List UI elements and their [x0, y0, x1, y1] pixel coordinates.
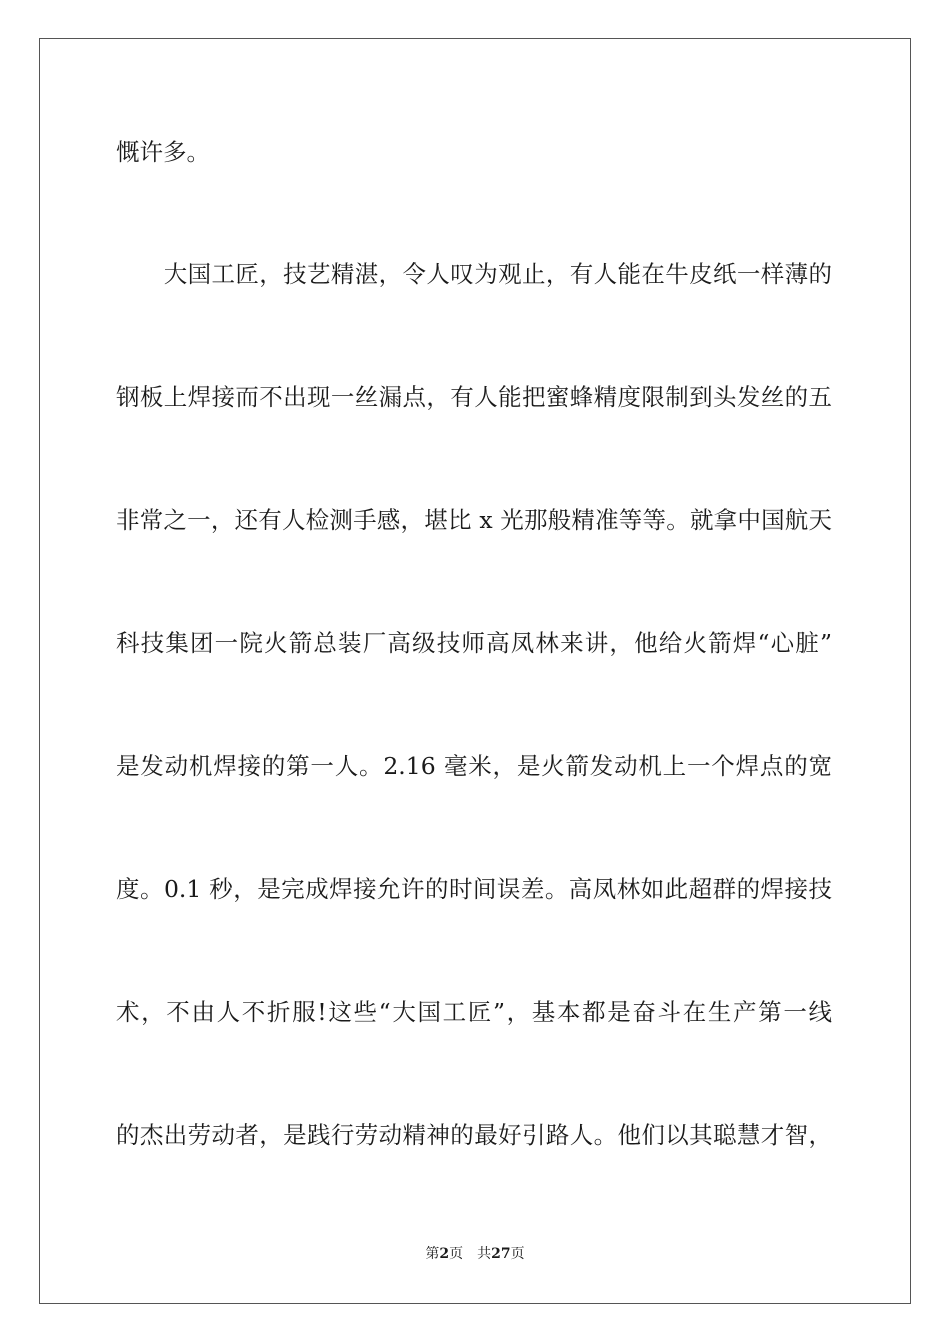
body-line-5: 科技集团一院火箭总装厂高级技师高凤林来讲，他给火箭焊“心脏” [116, 629, 832, 657]
body-line-9: 的杰出劳动者，是践行劳动精神的最好引路人。他们以其聪慧才智， [116, 1121, 832, 1149]
body-line-3: 钢板上焊接而不出现一丝漏点，有人能把蜜蜂精度限制到头发丝的五 [116, 383, 832, 411]
body-line-7: 度。0.1 秒，是完成焊接允许的时间误差。高凤林如此超群的焊接技 [116, 875, 832, 903]
page-footer [0, 1245, 950, 1263]
page-prefix: 第 [425, 1246, 440, 1262]
body-line-6: 是发动机焊接的第一人。2.16 毫米，是火箭发动机上一个焊点的宽 [116, 752, 832, 780]
body-line-4: 非常之一，还有人检测手感，堪比 x 光那般精准等等。就拿中国航天 [116, 506, 832, 534]
total-pages: 27 [491, 1246, 511, 1262]
page-border [39, 38, 911, 1304]
body-line-2: 大国工匠，技艺精湛，令人叹为观止，有人能在牛皮纸一样薄的 [116, 260, 832, 288]
body-line-8: 术，不由人不折服!这些“大国工匠”，基本都是奋斗在生产第一线 [116, 998, 832, 1026]
total-suffix: 页 [510, 1246, 525, 1262]
body-line-1: 慨许多。 [116, 138, 210, 166]
page-number: 2 [439, 1246, 450, 1262]
page-suffix: 页 [449, 1246, 464, 1262]
total-prefix: 共 [477, 1246, 492, 1262]
